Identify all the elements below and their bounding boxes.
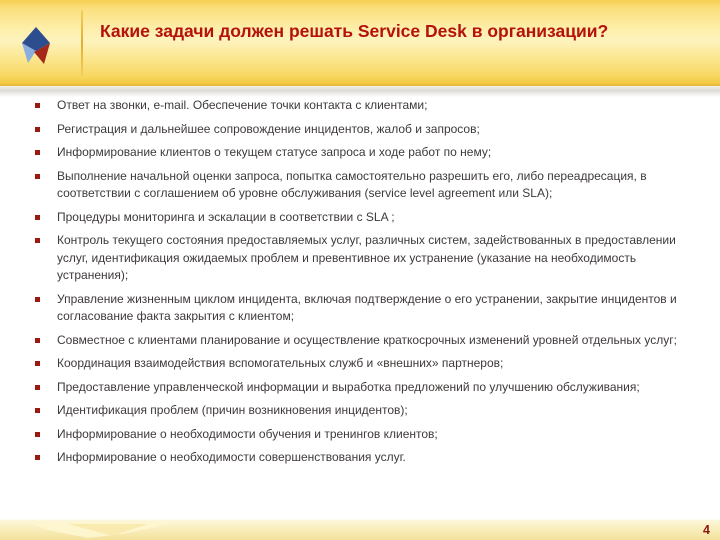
bullet-list — [34, 97, 707, 467]
header-divider — [81, 10, 83, 76]
slide-body — [34, 97, 707, 473]
list-item: Идентификация проблем (причин возникновения инцидентов); — [34, 402, 707, 420]
list-item: Информирование о необходимости обучения и тренингов клиентов; — [34, 426, 707, 444]
slide-title: Какие задачи должен решать Service Desk в организации? — [100, 21, 609, 41]
footer-chevron-decoration — [28, 520, 188, 540]
list-item: Управление жизненным циклом инцидента, включая подтверждение о его устранении, закрытие инцидентов и согласование факта закрытия с клиентом; — [34, 291, 707, 326]
list-item: Ответ на звонки, e-mail. Обеспечение точки контакта с клиентами; — [34, 97, 707, 115]
list-item: Совместное с клиентами планирование и осуществление краткосрочных изменений уровней отдельных услуг; — [34, 332, 707, 350]
header-shadow — [0, 86, 720, 97]
list-item: Информирование о необходимости совершенствования услуг. — [34, 449, 707, 467]
page-number: 4 — [703, 523, 710, 537]
list-item: Информирование клиентов о текущем статусе запроса и ходе работ по нему; — [34, 144, 707, 162]
slide-header — [0, 0, 720, 86]
list-item: Контроль текущего состояния предоставляемых услуг, различных систем, задействованных в предоставлении услуг, идентификация ожидаемых проблем и превентивное их устранение (указание на необходимость устранения); — [34, 232, 707, 285]
ribbon-logo-icon — [21, 27, 51, 65]
list-item: Процедуры мониторинга и эскалации в соответствии с SLA ; — [34, 209, 707, 227]
list-item: Предоставление управленческой информации и выработка предложений по улучшению обслуживания; — [34, 379, 707, 397]
list-item: Регистрация и дальнейшее сопровождение инцидентов, жалоб и запросов; — [34, 121, 707, 139]
slide-footer — [0, 519, 720, 540]
list-item: Выполнение начальной оценки запроса, попытка самостоятельно разрешить его, либо переадресация, в соответствии с соглашением об уровне обслуживания (service level agreement или SLA); — [34, 168, 707, 203]
list-item: Координация взаимодействия вспомогательных служб и «внешних» партнеров; — [34, 355, 707, 373]
